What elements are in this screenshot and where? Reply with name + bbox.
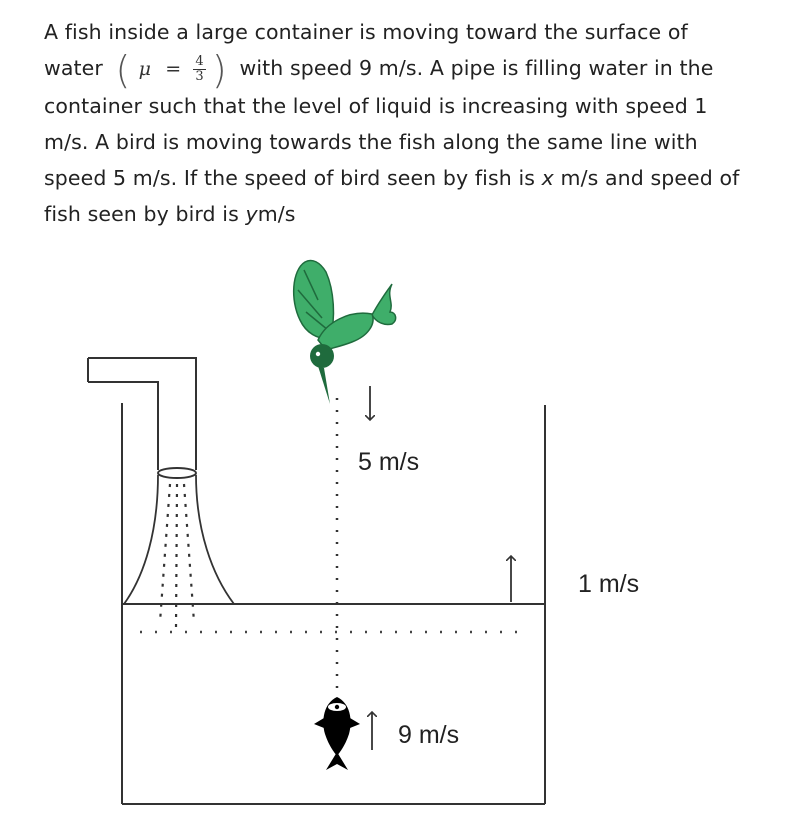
spray-right-edge [196, 475, 234, 604]
pipe-mouth [158, 468, 196, 478]
left-paren: ( [115, 47, 131, 92]
spray-dots-3 [184, 484, 194, 622]
fish-icon [314, 697, 360, 770]
pipe [88, 358, 196, 478]
right-paren: ) [211, 47, 227, 92]
hummingbird-icon [294, 260, 396, 404]
spray-dots-1 [160, 484, 170, 622]
mu-symbol: μ [138, 57, 152, 80]
spray-left-edge [124, 475, 158, 604]
question-line-1: A fish inside a large container is moving toward the surface of [44, 20, 688, 44]
mu-denominator: 3 [195, 69, 204, 84]
mu-numerator: 4 [195, 54, 204, 69]
level-speed-label: 1 m/s [578, 570, 640, 598]
fish-speed-label: 9 m/s [398, 721, 460, 749]
question-line-5-end: m/s and speed of [560, 165, 740, 190]
pipe-outer [88, 358, 196, 470]
question-line-3: container such that the level of liquid is increasing with speed 1 [44, 93, 708, 118]
question-line-6-end: m/s [257, 201, 296, 226]
question-line-2-end: with speed 9 m/s. A pipe is filling water in the [239, 56, 714, 80]
water-spray [124, 475, 234, 628]
question-line-2-start: water [44, 56, 103, 80]
question-line-6-start: fish seen by bird is [44, 201, 239, 226]
question-line-5-start: speed 5 m/s. If the speed of bird seen by fish is [44, 165, 536, 190]
variable-y: y [245, 201, 258, 226]
bird-speed-label: 5 m/s [358, 448, 420, 476]
equals-sign: = [165, 57, 182, 80]
spray-dots-2 [176, 484, 177, 628]
question-line-4: m/s. A bird is moving towards the fish along the same line with [44, 129, 698, 154]
variable-x: x [541, 165, 554, 190]
